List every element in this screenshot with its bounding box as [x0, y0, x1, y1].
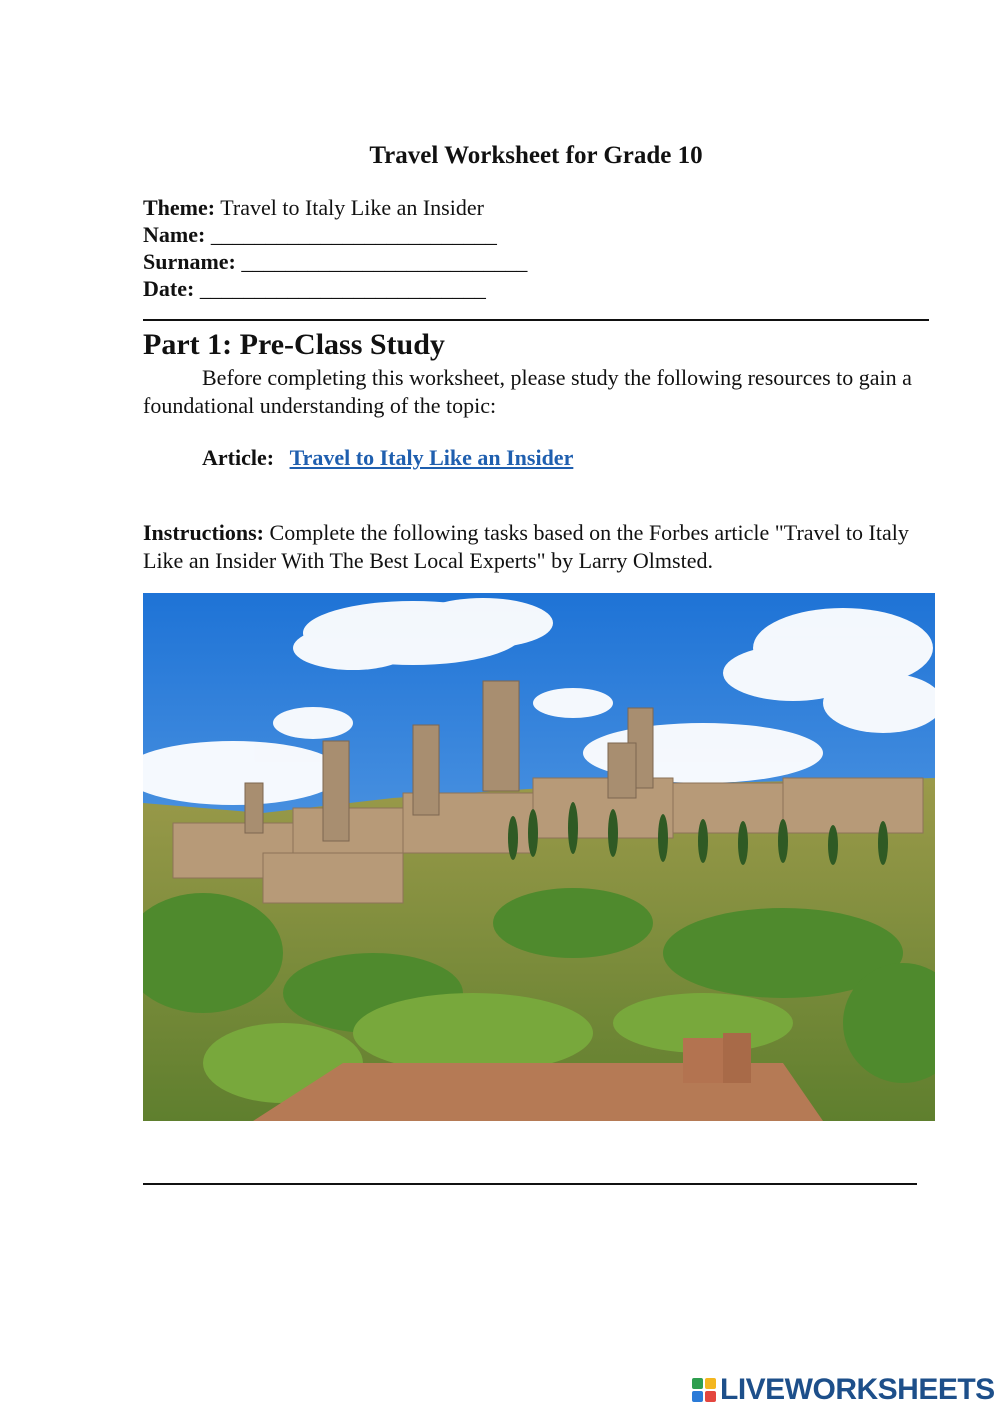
- logo-wordmark: LIVEWORKSHEETS: [720, 1373, 995, 1406]
- article-row: [202, 445, 573, 471]
- theme-value: Travel to Italy Like an Insider: [220, 195, 484, 220]
- instructions-label: Instructions:: [143, 520, 265, 545]
- page-title: Travel Worksheet for Grade 10: [369, 142, 703, 169]
- logo-mark-icon: [692, 1378, 716, 1402]
- liveworksheets-logo: [692, 1374, 995, 1406]
- tuscan-town-photo: [143, 593, 935, 1121]
- answer-line[interactable]: [143, 1183, 917, 1185]
- date-label: Date:: [143, 276, 195, 301]
- surname-row: [143, 248, 527, 275]
- instructions-text: Complete the following tasks based on the Forbes article "Travel to Italy Like an Insider With The Best Local Experts" by Larry Olmsted.: [143, 520, 909, 573]
- name-field[interactable]: __________________________: [210, 222, 497, 247]
- part1-heading: Part 1: Pre-Class Study: [143, 328, 445, 361]
- surname-field[interactable]: __________________________: [241, 249, 528, 274]
- part1-intro: Before completing this worksheet, please study the following resources to gain a foundational understanding of the topic:: [143, 365, 912, 418]
- student-info: [143, 194, 527, 302]
- date-row: [143, 275, 527, 302]
- theme-label: Theme:: [143, 195, 216, 220]
- divider: [143, 319, 929, 321]
- surname-label: Surname:: [143, 249, 236, 274]
- article-link[interactable]: Travel to Italy Like an Insider: [289, 445, 574, 470]
- theme-row: [143, 194, 527, 221]
- article-label: Article:: [202, 445, 275, 470]
- instructions: [143, 519, 933, 575]
- date-field[interactable]: __________________________: [199, 276, 486, 301]
- name-row: [143, 221, 527, 248]
- name-label: Name:: [143, 222, 206, 247]
